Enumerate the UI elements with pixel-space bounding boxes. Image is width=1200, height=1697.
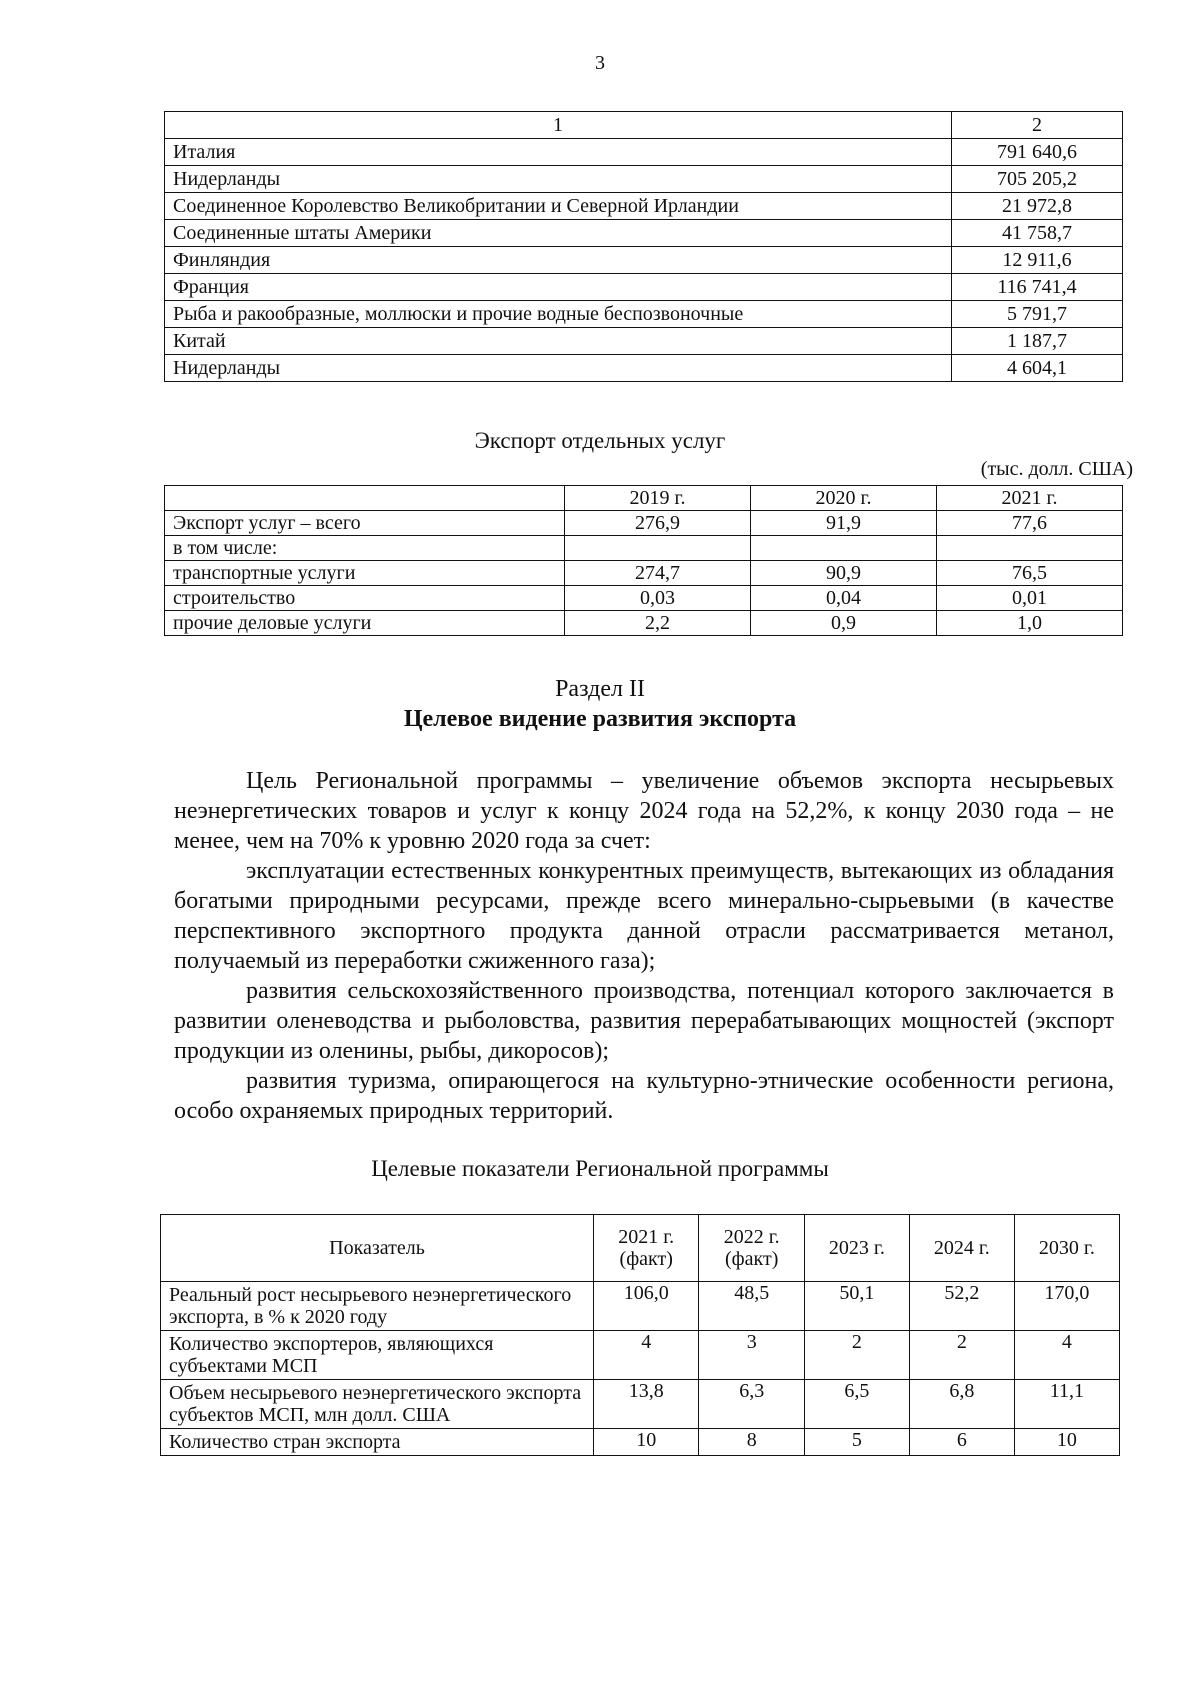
cell-value: 6,3 <box>699 1380 804 1429</box>
cell-value: 91,9 <box>751 511 937 536</box>
row-value: 1 187,7 <box>952 328 1123 355</box>
table-header-row <box>165 112 1123 139</box>
table-row <box>165 220 1123 247</box>
target-indicators-table <box>160 1214 1120 1456</box>
cell-value: 48,5 <box>699 1282 804 1331</box>
cell-value: 10 <box>1014 1429 1119 1456</box>
row-label: Нидерланды <box>165 355 952 382</box>
row-value: 12 911,6 <box>952 247 1123 274</box>
services-export-table <box>164 485 1123 636</box>
row-label: Италия <box>165 139 952 166</box>
table-row <box>165 586 1123 611</box>
table-row <box>161 1429 1120 1456</box>
services-title: Экспорт отдельных услуг <box>474 428 726 453</box>
row-value: 791 640,6 <box>952 139 1123 166</box>
cell-value: 274,7 <box>564 561 750 586</box>
row-label: транспортные услуги <box>165 561 565 586</box>
row-label: Реальный рост несырьевого неэнергетического экспорта, в % к 2020 году <box>161 1282 594 1331</box>
cell-value <box>564 536 750 561</box>
cell-value: 276,9 <box>564 511 750 536</box>
row-label: Объем несырьевого неэнергетического экспорта субъектов МСП, млн долл. США <box>161 1380 594 1429</box>
column-header: 2024 г. <box>909 1215 1014 1282</box>
table-row <box>161 1380 1120 1429</box>
row-label: Франция <box>165 274 952 301</box>
cell-value: 6,5 <box>804 1380 909 1429</box>
column-header: 2030 г. <box>1014 1215 1119 1282</box>
paragraph: развития туризма, опирающегося на культурно-этнические особенности региона, особо охраняемых природных территорий. <box>174 1068 1114 1124</box>
table-row <box>165 247 1123 274</box>
cell-value: 0,9 <box>751 611 937 636</box>
row-value: 4 604,1 <box>952 355 1123 382</box>
table-row <box>165 611 1123 636</box>
table-row <box>165 511 1123 536</box>
cell-value: 50,1 <box>804 1282 909 1331</box>
row-label: Экспорт услуг – всего <box>165 511 565 536</box>
table-row <box>165 536 1123 561</box>
cell-value: 0,01 <box>936 586 1122 611</box>
empty-header-cell <box>165 486 565 511</box>
cell-value: 8 <box>699 1429 804 1456</box>
column-header: 2021 г. <box>936 486 1122 511</box>
cell-value: 13,8 <box>593 1380 698 1429</box>
cell-value: 52,2 <box>909 1282 1014 1331</box>
cell-value: 0,04 <box>751 586 937 611</box>
cell-value <box>751 536 937 561</box>
column-header: 1 <box>165 112 952 139</box>
cell-value: 77,6 <box>936 511 1122 536</box>
cell-value: 4 <box>593 1331 698 1380</box>
row-label: Количество стран экспорта <box>161 1429 594 1456</box>
cell-value: 76,5 <box>936 561 1122 586</box>
row-value: 116 741,4 <box>952 274 1123 301</box>
table-row <box>165 274 1123 301</box>
row-label: прочие деловые услуги <box>165 611 565 636</box>
row-label: в том числе: <box>165 536 565 561</box>
column-header: 2023 г. <box>804 1215 909 1282</box>
column-header: Показатель <box>161 1215 594 1282</box>
section-label: Раздел II <box>555 676 645 702</box>
export-countries-table <box>164 111 1123 382</box>
cell-value: 11,1 <box>1014 1380 1119 1429</box>
paragraph: развития сельскохозяйственного производства, потенциал которого заключается в развитии оленеводства и рыболовства, развития перерабатывающих мощностей (экспорт продукции из оленины, рыбы, дикоросов); <box>174 978 1114 1064</box>
table-row <box>165 355 1123 382</box>
row-value: 41 758,7 <box>952 220 1123 247</box>
column-header: 2022 г. (факт) <box>699 1215 804 1282</box>
cell-value: 106,0 <box>593 1282 698 1331</box>
row-label: Соединенные штаты Америки <box>165 220 952 247</box>
row-value: 5 791,7 <box>952 301 1123 328</box>
row-label: строительство <box>165 586 565 611</box>
row-label: Китай <box>165 328 952 355</box>
cell-value: 2,2 <box>564 611 750 636</box>
column-header: 2019 г. <box>564 486 750 511</box>
column-header: 2 <box>952 112 1123 139</box>
row-value: 705 205,2 <box>952 166 1123 193</box>
table-header-row <box>161 1215 1120 1282</box>
cell-value: 5 <box>804 1429 909 1456</box>
row-value: 21 972,8 <box>952 193 1123 220</box>
page-number: 3 <box>595 52 605 74</box>
table-row <box>165 561 1123 586</box>
cell-value <box>936 536 1122 561</box>
column-header: 2020 г. <box>751 486 937 511</box>
cell-value: 10 <box>593 1429 698 1456</box>
table-row <box>165 301 1123 328</box>
cell-value: 2 <box>804 1331 909 1380</box>
cell-value: 90,9 <box>751 561 937 586</box>
paragraph: эксплуатации естественных конкурентных преимуществ, вытекающих из обладания богатыми природными ресурсами, прежде всего минерально-сырьевыми (в качестве перспективного экспортного продукта данной отрасли рассматривается метанол, получаемый из переработки сжиженного газа); <box>174 858 1114 974</box>
row-label: Количество экспортеров, являющихся субъектами МСП <box>161 1331 594 1380</box>
row-label: Соединенное Королевство Великобритании и Северной Ирландии <box>165 193 952 220</box>
table-row <box>161 1282 1120 1331</box>
table-row <box>165 166 1123 193</box>
table-row <box>165 193 1123 220</box>
indicators-title: Целевые показатели Региональной программы <box>371 1156 829 1181</box>
cell-value: 4 <box>1014 1331 1119 1380</box>
services-units: (тыс. долл. США) <box>980 458 1133 480</box>
cell-value: 0,03 <box>564 586 750 611</box>
table-header-row <box>165 486 1123 511</box>
row-label: Финляндия <box>165 247 952 274</box>
row-label: Рыба и ракообразные, моллюски и прочие водные беспозвоночные <box>165 301 952 328</box>
cell-value: 170,0 <box>1014 1282 1119 1331</box>
cell-value: 6 <box>909 1429 1014 1456</box>
table-row <box>165 139 1123 166</box>
table-row <box>161 1331 1120 1380</box>
column-header: 2021 г. (факт) <box>593 1215 698 1282</box>
paragraph: Цель Региональной программы – увеличение объемов экспорта несырьевых неэнергетических товаров и услуг к концу 2024 года на 52,2%, к концу 2030 года – не менее, чем на 70% к уровню 2020 года за счет: <box>174 768 1114 854</box>
cell-value: 6,8 <box>909 1380 1014 1429</box>
row-label: Нидерланды <box>165 166 952 193</box>
cell-value: 3 <box>699 1331 804 1380</box>
cell-value: 1,0 <box>936 611 1122 636</box>
section-title: Целевое видение развития экспорта <box>403 706 797 732</box>
table-row <box>165 328 1123 355</box>
cell-value: 2 <box>909 1331 1014 1380</box>
